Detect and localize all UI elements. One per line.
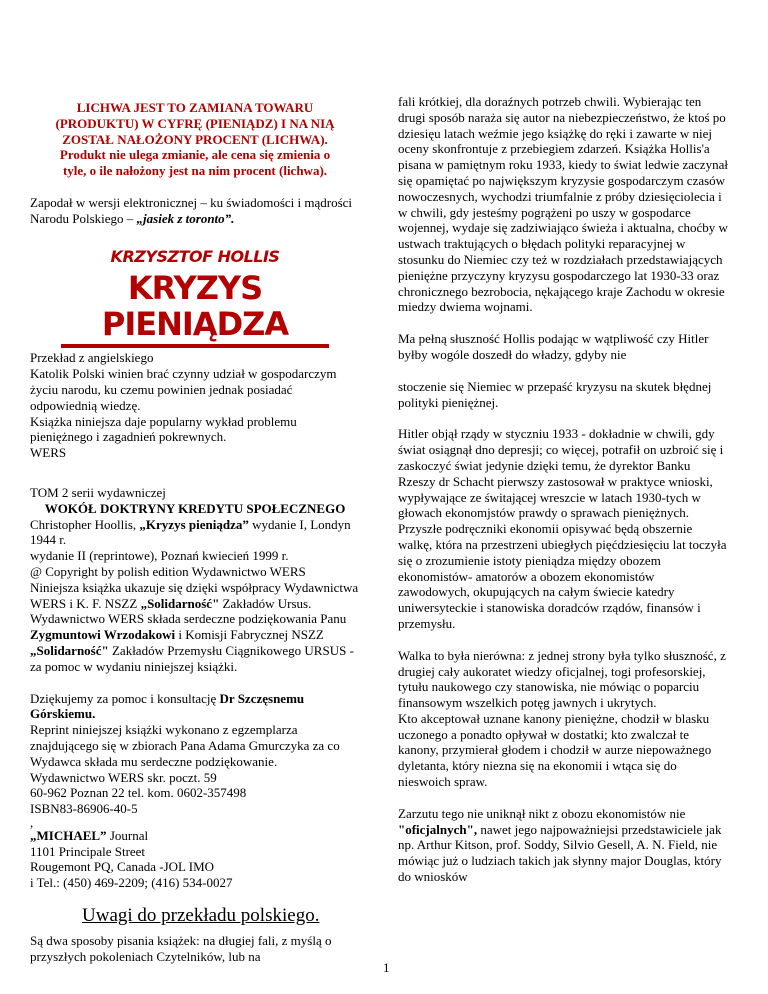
isbn-line: ISBN83-86906-40-5	[30, 801, 138, 817]
thanks-paragraph	[30, 580, 360, 675]
translation-notes-text: Są dwa sposoby pisania książek: na długiej fali, z myślą o przyszłych pokoleniach Czytelników, lub na	[30, 933, 332, 964]
journal-name: „MICHAEL”	[30, 827, 107, 843]
book-author: KRZYSZTOF HOLLIS	[110, 246, 280, 266]
journal-word: Journal	[106, 827, 149, 843]
reprint-note: Reprint niniejszej książki wykonano z egzemplarza znajdującego się w zbiorach Pana Adama Gmurczyka za co Wydawca składa mu serdeczne podziękowanie.	[30, 722, 340, 769]
right-column	[398, 94, 728, 885]
left-column	[30, 100, 360, 965]
edition-author: Christopher Hoollis,	[30, 516, 140, 532]
usury-heading-line: LICHWA JEST TO ZAMIANA TOWARU	[76, 100, 314, 115]
copyright-line: @ Copyright by polish edition Wydawnictwo WERS	[30, 563, 306, 579]
body-text: Zarzutu tego nie uniknął nikt z obozu ekonomistów nie	[398, 805, 686, 821]
posted-by-name: „jasiek z toronto”.	[136, 210, 235, 226]
thanks-text: Zakładów Ursus. Wydawnictwo WERS składa serdeczne podziękowania Panu	[30, 595, 347, 627]
usury-heading-line: ZOSTAŁ NAŁOŻONY PROCENT (LICHWA).	[62, 131, 328, 147]
book-title: KRYZYS PIENIĄDZA	[61, 270, 329, 348]
series-name: WOKÓŁ DOKTRYNY KREDYTU SPOŁECZNEGO	[44, 500, 346, 516]
intro-line: Katolik Polski winien brać czynny udział w gospodarczym życiu narodu, ku czemu powinien jednak posiadać odpowiednią wiedzę.	[30, 366, 337, 413]
usury-subheading-line: tyle, o ile nałożony jest na nim procent (lichwa).	[62, 163, 328, 179]
body-paragraph: Hitler objął rządy w styczniu 1933 - dokładnie w chwili, gdy świat osiągnął dno depresji; co więcej, potrafił on uzbroić się i zaskoczyć świat jedynie dzięki temu, że dyrektor Banku Rzeszy dr Schacht pierwszy zastosował w praktyce wnioski, wypływające ze świtającej wreszcie w latach 1930-tych w głowach ekonomjstów prawdy o sprawach pieniężnych. Przyszłe podręczniki ekonomii opisywać będą obszernie walkę, która na przestrzeni ubiegłych pięćdziesięciu lat toczyła się o zrozumienie istoty pieniądza między obozem ekonomistów- amatorów a obozem ekonomistów zawodowych, okupujących na całym świecie katedry uniwersyteckie i stanowiska doradców rządów, finansów i przemysłu.	[398, 426, 727, 631]
thanks-bold: „Solidarność"	[30, 642, 109, 658]
thanks-text: Niniejsza książka ukazuje się dzięki współpracy Wydawnictwa WERS i K. F. NSZZ	[30, 579, 359, 611]
body-paragraph: stoczenie się Niemiec w przepaść kryzysu na skutek błędnej polityki pieniężnej.	[398, 378, 712, 410]
edition-info	[30, 517, 360, 549]
body-paragraph: Walka to była nierówna: z jednej strony była tylko słuszność, z drugiej cały aukoratet wiedzy oficjalnej, togi profesorskiej, tytułu naukowego czy stanowiska, nie mówiąc o poparciu finansowym wszelkich potęg jawnych i ukrytych.	[398, 647, 726, 711]
consultation-text: Dziękujemy za pomoc i konsultację	[30, 690, 220, 706]
body-text: nawet jego najpoważniejsi przedstawiciele jak np. Arthur Kitson, prof. Soddy, Silvio Gesell, A. N. Field, nie mówiąc już o ludziach takich jak słynny major Douglas, który do wniosków	[398, 821, 722, 885]
journal-phone-line: i Tel.: (450) 469-2209; (416) 534-0027	[30, 875, 233, 891]
usury-subheading-line: Produkt nie ulega zmianie, ale cena się zmienia o	[59, 147, 331, 163]
body-paragraph: Kto akceptował uznane kanony pieniężne, chodził w blasku uczonego a ponadto opływał w dostatki; kto zwalczał te kanony, przymierał głodem i chodził w aurze niepoważnego dyletanta, który niezna się na ekonomii i wtąca się do nieswoich spraw.	[398, 710, 712, 790]
thanks-text: i Komisji Fabrycznej NSZZ	[175, 627, 324, 643]
usury-heading-line: (PRODUKTU) W CYFRĘ (PIENIĄDZ) I NA NIĄ	[55, 115, 335, 131]
journal-address-line: Rougemont PQ, Canada -JOL IMO	[30, 859, 215, 875]
page-number: 1	[383, 960, 390, 975]
intro-line: Książka niniejsza daje popularny wykład problemu pieniężnego i zagadnień pokrewnych.	[30, 413, 297, 445]
edition-details: wydanie I, Londyn 1944 r.	[30, 516, 351, 548]
usury-heading	[30, 100, 360, 147]
intro-line: WERS	[30, 445, 67, 461]
intro-line: Przekład z angielskiego	[30, 350, 154, 366]
series-line: TOM 2 serii wydawniczej	[30, 484, 166, 500]
address-line: Wydawnictwo WERS skr. poczt. 59	[30, 769, 217, 785]
posted-by-text: Zapodał w wersji elektronicznej – ku świadomości i mądrości Narodu Polskiego –	[30, 194, 353, 226]
body-paragraph: Ma pełną słuszność Hollis podając w wątpliwość czy Hitler byłby wogóle doszedł do władzy, gdyby nie	[398, 331, 709, 362]
thanks-text: Zakładów Przemysłu Ciągnikowego URSUS - za pomoc w wydaniu niniejszej książki.	[30, 642, 354, 674]
body-paragraph	[398, 806, 728, 885]
thanks-bold: Zygmuntowi Wrzodakowi	[30, 627, 176, 643]
usury-subheading	[30, 147, 360, 179]
journal-address-line: 1101 Principale Street	[30, 843, 146, 859]
body-paragraph: fali krótkiej, dla doraźnych potrzeb chwili. Wybierając ten drugi sposób naraża się autor na niebezpieczeństwo, że ktoś po dziesięu latach weźmie jego książkę do ręki i zawarte w niej oceny skonfrontuje z przebiegiem zdarzeń. Książka Hollis'a pisana w pamiętnym roku 1933, kiedy to świat ledwie zaczynał się opamiętać po największym kryzysie gospodarczym czasów nowoczesnych, wychodzi triumfalnie z próby dziesięciolecia i w chwili, gdy jesteśmy pogrążeni po uszy w gospodarce wojennej, wydaje się zadziwiająco świeża i aktualna, choćby w ustwach traktujących o błędach polityki reparacyjnej w stosunku do Niemiec czy też w rozdziałach przedstawiających pieniężne przyczyny kryzysu gospodarczego lat 1930-33 oraz chronicznego bezrobocia, nękającego kraje Zachodu w okresie miedzy dwiema wojnami.	[398, 94, 728, 315]
body-bold: "oficjalnych",	[398, 821, 478, 837]
edition-two: wydanie II (reprintowe), Poznań kwiecień 1999 r.	[30, 548, 289, 564]
consultation-name: Dr Szczęsnemu Górskiemu.	[30, 690, 305, 722]
journal-title	[30, 828, 360, 844]
edition-title: „Kryzys pieniądza”	[139, 516, 249, 532]
address-line: ,	[30, 814, 34, 830]
consultation-thanks	[30, 691, 360, 723]
posted-by-note	[30, 195, 360, 227]
translation-notes-heading: Uwagi do przekładu polskiego.	[82, 905, 320, 927]
address-line: 60-962 Poznan 22 tel. kom. 0602-357498	[30, 785, 247, 801]
thanks-bold: „Solidarność"	[140, 595, 220, 611]
